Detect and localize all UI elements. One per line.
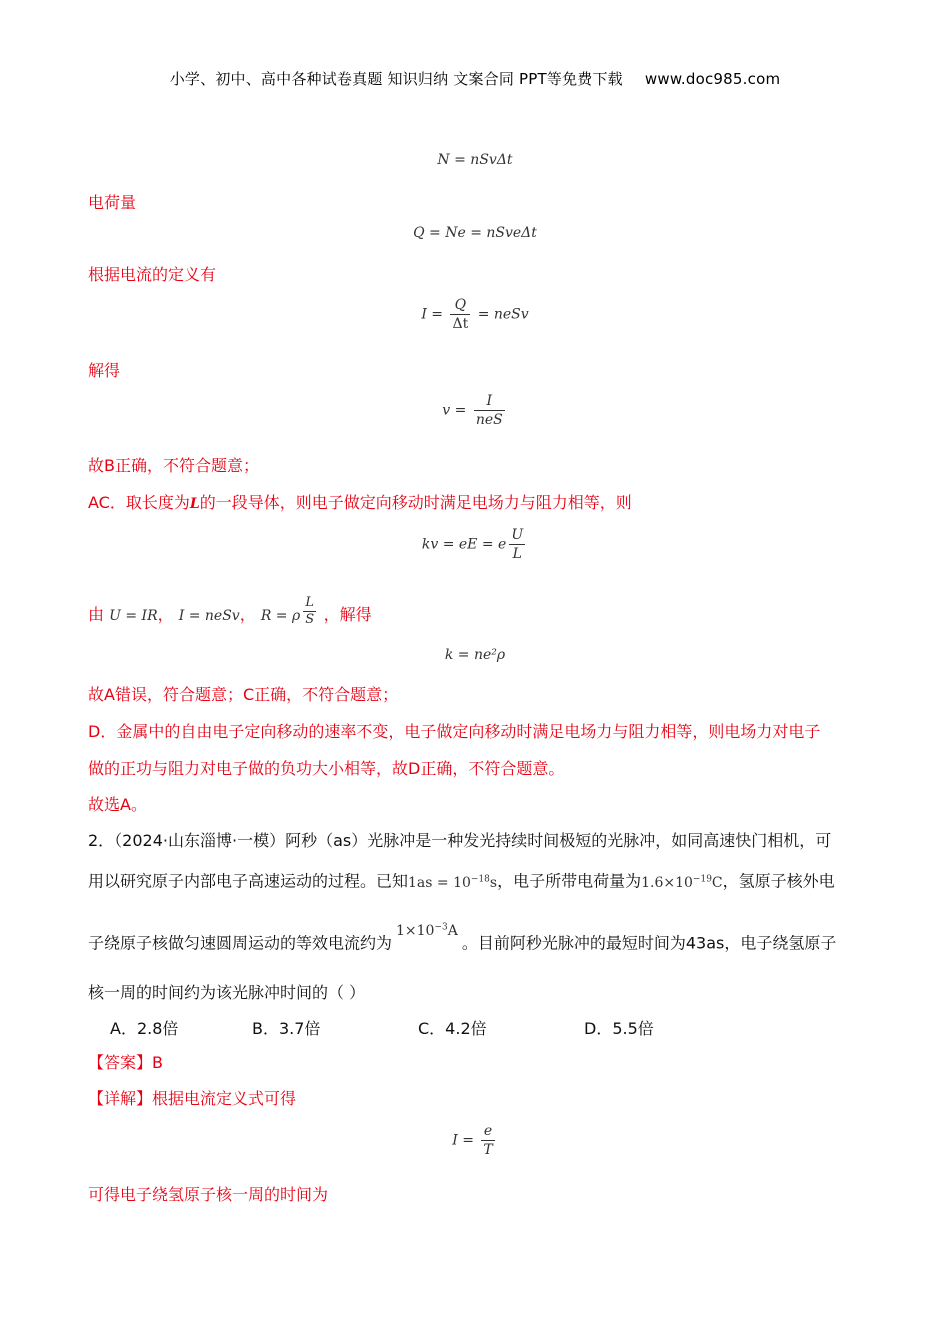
f5-numerator: U [511, 527, 524, 543]
page-header [0, 68, 950, 89]
f4-numerator: I [474, 392, 505, 411]
question-2-line-3 [88, 922, 837, 956]
b-conclusion: 故B正确，不符合题意； [88, 456, 259, 475]
q2-line2-a: 用以研究原子内部电子高速运动的过程。已知 [88, 871, 409, 891]
solve-after: ，解得 [323, 605, 372, 624]
question-2-line-4: 核一周的时间约为该光脉冲时间的（ ） [88, 983, 366, 1002]
option-c[interactable]: C．4.2倍 [418, 1019, 487, 1038]
a-conclusion: 故A错误，符合题意；C正确，不符合题意； [88, 685, 399, 704]
f3-numerator: Q [450, 296, 470, 315]
q2-line3-b: 。目前阿秒光脉冲的最短时间为43as，电子绕氢原子 [461, 933, 837, 953]
ac-variable-l: L [189, 496, 200, 512]
r-fraction [303, 595, 316, 628]
by-label: 由 [88, 605, 105, 624]
charge-exponent: −19 [692, 874, 712, 884]
formula-n: N = nSvΔt [437, 152, 513, 168]
answer-line: 【答案】B [88, 1053, 163, 1072]
comma-2: ， [239, 605, 256, 624]
charge-label: 电荷量 [88, 193, 137, 212]
detail-line [88, 1088, 296, 1110]
q2-line2-b: ，电子所带电荷量为 [497, 871, 642, 891]
header-text: 小学、初中、高中各种试卷真题 知识归纳 文案合同 PPT等免费下载 [169, 70, 623, 88]
as-def-unit: s [489, 874, 498, 891]
ac-text-1: AC．取长度为 [88, 493, 190, 512]
f7-fraction [481, 1122, 494, 1159]
f4-denominator: neS [475, 412, 503, 428]
detail-text: 根据电流定义式可得 [152, 1089, 297, 1108]
f7-denominator: T [483, 1142, 493, 1158]
period-line: 可得电子绕氢原子核一周的时间为 [88, 1185, 329, 1204]
formula-v [0, 392, 950, 429]
comma-1: ， [157, 605, 174, 624]
charge-unit: C [711, 874, 723, 891]
current-definition-text: 根据电流的定义有 [88, 265, 217, 284]
inline-r-rho [260, 595, 324, 627]
f3-left: I = [421, 306, 444, 323]
inline-u-ir: U = IR [109, 608, 158, 624]
f4-fraction [474, 392, 505, 429]
f3-right: = neSv [477, 306, 529, 323]
question-2-line-2 [88, 868, 835, 894]
formula-q: Q = Ne = nSveΔt [413, 225, 537, 241]
option-b[interactable]: B．3.7倍 [252, 1019, 321, 1038]
as-definition [408, 875, 497, 891]
q2-line3-a: 子绕原子核做匀速圆周运动的等效电流约为 [88, 933, 393, 953]
r-numerator: L [303, 595, 316, 612]
charge-base: 1.6×10 [641, 874, 693, 891]
detail-label: 【详解】 [88, 1089, 153, 1108]
current-base: 1×10 [396, 922, 435, 939]
formula-k: k = ne²ρ [444, 647, 506, 663]
ac-analysis [88, 492, 632, 515]
f7-left: I = [452, 1132, 474, 1149]
r-left: R = ρ [260, 608, 301, 624]
d-analysis-line-1: D．金属中的自由电子定向移动的速率不变，电子做定向移动时满足电场力与阻力相等，则电场力对电子 [88, 722, 821, 741]
by-relations-line [88, 595, 372, 628]
f7-numerator: e [481, 1122, 494, 1141]
as-def-exponent: −18 [470, 874, 490, 884]
option-a[interactable]: A．2.8倍 [110, 1019, 179, 1038]
current-unit: A [447, 922, 458, 939]
question-2-line-1: 2．（2024·山东淄博·一模）阿秒（as）光脉冲是一种发光持续时间极短的光脉冲，如同高速快门相机，可 [88, 831, 832, 850]
f5-left: kv = eE = e [421, 536, 507, 553]
f4-left: v = [442, 402, 467, 419]
electron-charge [641, 875, 723, 891]
current-exponent: −3 [434, 922, 448, 932]
final-answer: 故选A。 [88, 795, 147, 814]
f5-fraction [509, 526, 525, 563]
d-analysis-line-2: 做的正功与阻力对电子做的负功大小相等，故D正确，不符合题意。 [88, 759, 565, 778]
inline-i-nesv: I = neSv [178, 608, 240, 624]
formula-kv [0, 526, 950, 563]
f3-fraction [450, 296, 470, 333]
q2-line2-c: ，氢原子核外电 [722, 871, 835, 891]
f5-denominator: L [512, 546, 522, 562]
option-d[interactable]: D．5.5倍 [584, 1019, 654, 1038]
ac-text-2: 的一段导体，则电子做定向移动时满足电场力与阻力相等，则 [199, 493, 632, 512]
equivalent-current [396, 923, 458, 939]
solve-label-1: 解得 [88, 361, 121, 380]
as-def-base: 1as = 10 [408, 874, 471, 891]
formula-i-definition [0, 296, 950, 333]
header-url[interactable]: www.doc985.com [644, 70, 781, 88]
r-denominator: S [305, 612, 315, 627]
f3-denominator: Δt [452, 316, 469, 332]
formula-i-e-t [0, 1122, 950, 1159]
